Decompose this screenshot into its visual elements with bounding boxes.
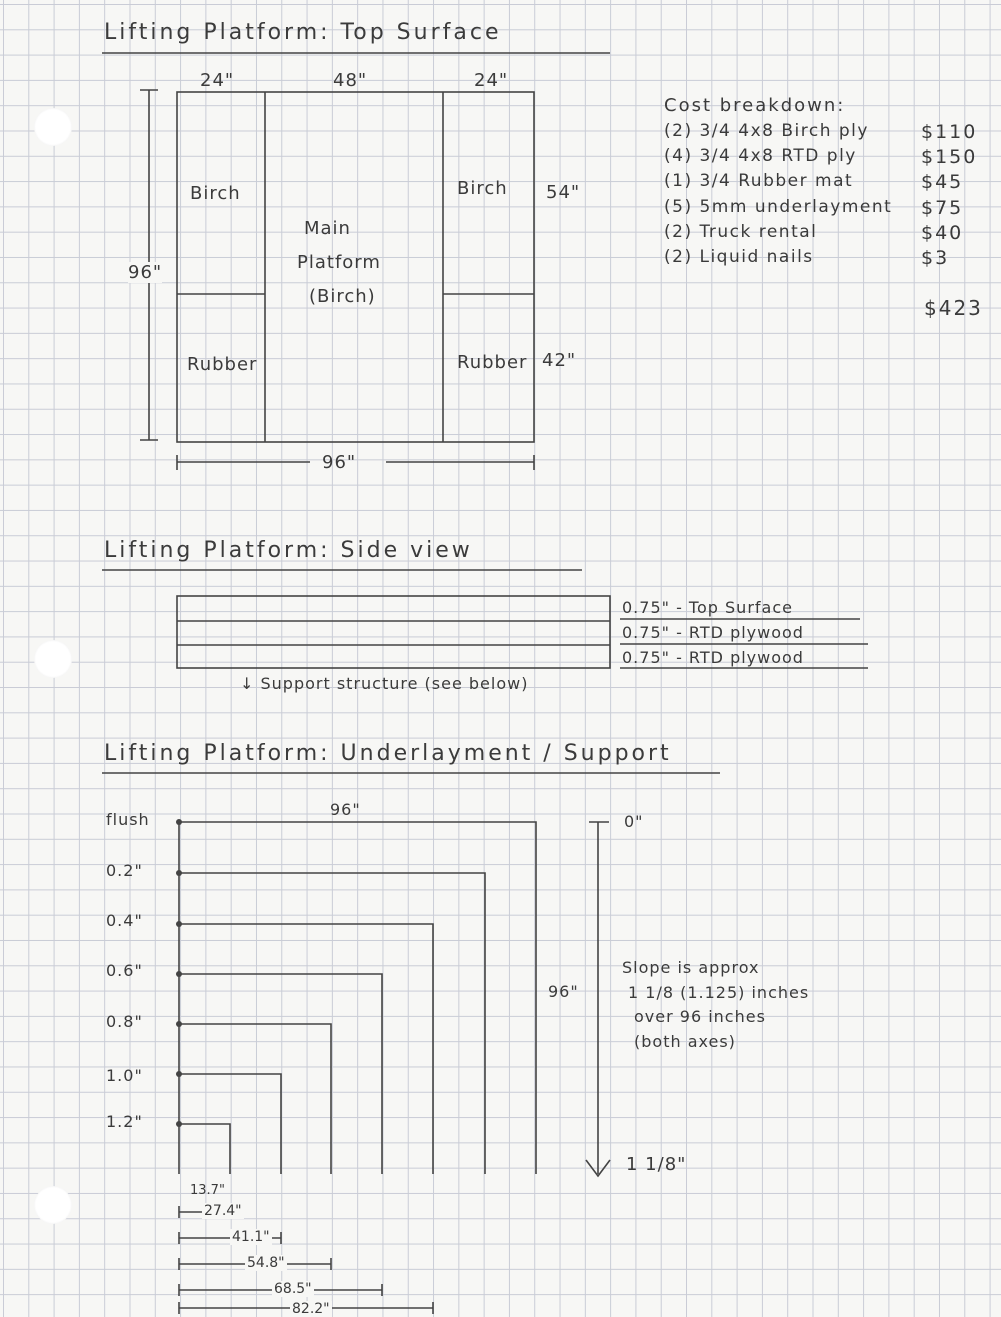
arrow-bottom-label: 1 1/8" bbox=[626, 1154, 687, 1175]
cost-item-price: $110 bbox=[921, 121, 978, 143]
level-label-0-4: 0.4" bbox=[106, 911, 143, 930]
cost-item-price: $75 bbox=[921, 197, 964, 219]
bottom-dim-3: 41.1" bbox=[232, 1229, 270, 1245]
support-level-0 bbox=[179, 822, 536, 1174]
cost-item bbox=[664, 121, 994, 147]
region-right-rubber: Rubber bbox=[457, 352, 528, 373]
cost-item bbox=[664, 222, 994, 248]
bottom-dim-1: 13.7" bbox=[190, 1183, 225, 1198]
bottom-dim-6: 82.2" bbox=[292, 1301, 330, 1317]
cost-item bbox=[664, 146, 994, 172]
slope-note-line3: over 96 inches bbox=[634, 1007, 766, 1026]
slope-note-line4: (both axes) bbox=[634, 1032, 736, 1051]
dim-left-width: 24" bbox=[200, 70, 235, 91]
dim-birch-height: 54" bbox=[546, 182, 581, 203]
region-main-line2: Platform bbox=[297, 252, 381, 273]
support-level-6 bbox=[179, 1124, 230, 1174]
region-left-birch: Birch bbox=[190, 183, 241, 204]
level-label-1-2: 1.2" bbox=[106, 1112, 143, 1131]
arrow-top-label: 0" bbox=[624, 812, 644, 831]
top-surface-title: Lifting Platform: Top Surface bbox=[104, 20, 502, 45]
cost-item bbox=[664, 171, 994, 197]
side-layer-1: 0.75" - Top Surface bbox=[622, 598, 793, 617]
cost-item-price: $45 bbox=[921, 171, 964, 193]
slope-note-line1: Slope is approx bbox=[622, 958, 760, 977]
support-level-2 bbox=[179, 924, 433, 1174]
dim-height: 96" bbox=[128, 262, 163, 283]
support-top-dim: 96" bbox=[330, 800, 361, 819]
cost-item-price: $150 bbox=[921, 146, 978, 168]
level-label-0-2: 0.2" bbox=[106, 861, 143, 880]
dim-bottom-width: 96" bbox=[322, 452, 357, 473]
region-right-birch: Birch bbox=[457, 178, 508, 199]
region-left-rubber: Rubber bbox=[187, 354, 258, 375]
cost-item-label: (1) 3/4 Rubber mat bbox=[664, 171, 854, 191]
level-label-1-0: 1.0" bbox=[106, 1066, 143, 1085]
dim-rubber-height: 42" bbox=[542, 350, 577, 371]
support-side-dim: 96" bbox=[548, 982, 579, 1001]
cost-item-label: (2) 3/4 4x8 Birch ply bbox=[664, 121, 869, 141]
region-main-line1: Main bbox=[304, 218, 351, 239]
cost-item bbox=[664, 197, 994, 223]
support-level-4 bbox=[179, 1024, 331, 1174]
cost-total: $423 bbox=[924, 296, 983, 320]
side-layer-2: 0.75" - RTD plywood bbox=[622, 623, 804, 642]
bottom-dim-4: 54.8" bbox=[247, 1255, 285, 1271]
side-layer-3: 0.75" - RTD plywood bbox=[622, 648, 804, 667]
cost-item-label: (5) 5mm underlayment bbox=[664, 197, 893, 217]
bottom-dim-2: 27.4" bbox=[204, 1203, 242, 1219]
cost-item-label: (4) 3/4 4x8 RTD ply bbox=[664, 146, 857, 166]
region-main-line3: (Birch) bbox=[309, 286, 376, 307]
support-title: Lifting Platform: Underlayment / Support bbox=[104, 741, 672, 766]
cost-item-label: (2) Liquid nails bbox=[664, 247, 814, 267]
side-view-outline bbox=[177, 596, 610, 668]
dim-center-width: 48" bbox=[333, 70, 368, 91]
dim-right-width: 24" bbox=[474, 70, 509, 91]
cost-list bbox=[664, 121, 994, 281]
bottom-dim-5: 68.5" bbox=[274, 1281, 312, 1297]
slope-note-line2: 1 1/8 (1.125) inches bbox=[628, 983, 810, 1002]
level-label-0-6: 0.6" bbox=[106, 961, 143, 980]
side-view-title: Lifting Platform: Side view bbox=[104, 538, 473, 563]
cost-item-price: $3 bbox=[921, 247, 950, 269]
cost-heading: Cost breakdown: bbox=[664, 95, 846, 116]
level-label-0-8: 0.8" bbox=[106, 1012, 143, 1031]
cost-item bbox=[664, 247, 994, 273]
cost-item-label: (2) Truck rental bbox=[664, 222, 818, 242]
support-note: ↓ Support structure (see below) bbox=[240, 674, 529, 693]
level-label-flush: flush bbox=[106, 810, 150, 829]
cost-item-price: $40 bbox=[921, 222, 964, 244]
